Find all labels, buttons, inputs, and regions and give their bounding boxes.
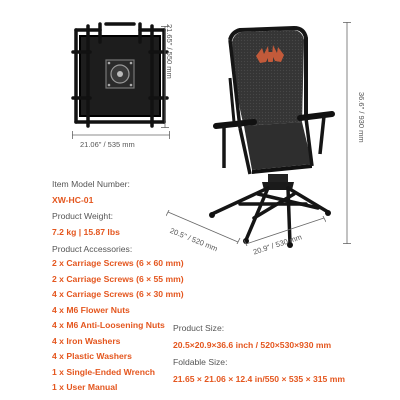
chair-height-dimension-line [343,22,351,244]
product-weight-value: 7.2 kg | 15.87 lbs [52,227,120,237]
product-size-value: 20.5×20.9×36.6 inch / 520×530×930 mm [173,340,332,350]
foldable-size-value: 21.65 × 21.06 × 12.4 in/550 × 535 × 315 mm [173,374,346,384]
model-number-value: XW-HC-01 [52,195,94,205]
list-item: 2 x Carriage Screws (6 × 55 mm) [52,273,184,284]
list-item: 1 x Single-Ended Wrench [52,366,155,377]
product-weight-label: Product Weight: [52,211,113,221]
list-item: 2 x Carriage Screws (6 × 60 mm) [52,258,184,268]
folded-chair-image [70,22,170,130]
chair-depth-label: 20.5" / 520 mm [168,226,219,254]
model-number-label: Item Model Number: [52,179,130,189]
accessories-label: Product Accessories: [52,244,133,254]
folded-width-dimension-line [72,131,170,139]
list-item: 4 x Carriage Screws (6 × 30 mm) [52,289,184,299]
list-item: 4 x Plastic Washers [52,351,132,361]
chair-width-label: 20.9" / 530 mm [252,232,303,257]
list-item: 1 x User Manual [52,382,118,392]
list-item: 4 x Iron Washers [52,335,121,346]
list-item: 4 x M6 Anti-Loosening Nuts [52,320,165,330]
list-item: 4 x M6 Flower Nuts [52,304,130,315]
product-size-label: Product Size: [173,323,225,333]
chair-height-label: 36.6" / 930 mm [357,92,366,143]
folded-height-label: 21.65" / 550 mm [165,24,174,79]
foldable-size-label: Foldable Size: [173,357,228,367]
folded-width-label: 21.06" / 535 mm [80,140,135,149]
